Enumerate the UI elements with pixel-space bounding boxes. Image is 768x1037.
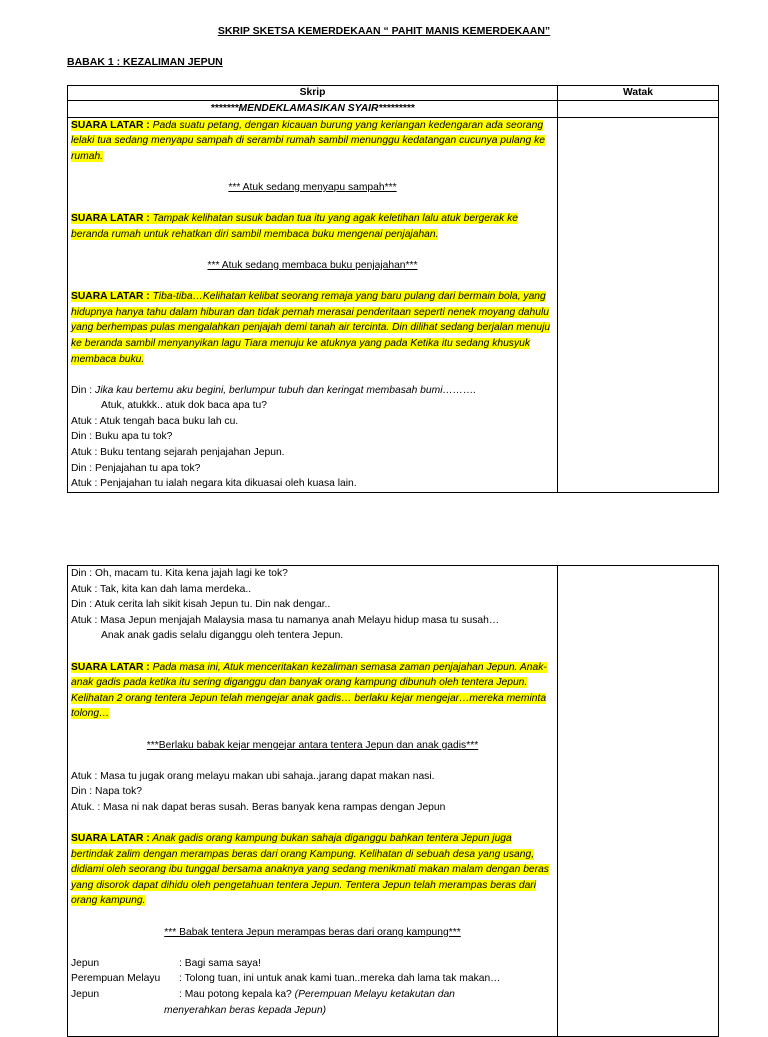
table-header-row bbox=[68, 86, 719, 101]
dialog-line: Jepun : Bagi sama saya! bbox=[71, 957, 261, 969]
dialog-line: Anak anak gadis selalu diganggu oleh tentera Jepun. bbox=[101, 630, 344, 642]
script-cell bbox=[68, 117, 558, 492]
dialog-line: menyerahkan beras kepada Jepun) bbox=[164, 1004, 326, 1016]
watak-cell-empty bbox=[558, 101, 719, 118]
script-row bbox=[68, 117, 719, 492]
stage-direction: *** Atuk sedang membaca buku penjajahan*** bbox=[207, 259, 418, 271]
syair-cell: *******MENDEKLAMASIKAN SYAIR********* bbox=[68, 101, 558, 118]
dialog-line: Atuk. : Masa ni nak dapat beras susah. Beras banyak kena rampas dengan Jepun bbox=[71, 801, 446, 813]
dialog-line: Atuk : Atuk tengah baca buku lah cu. bbox=[71, 415, 239, 427]
babak-heading: BABAK 1 : KEZALIMAN JEPUN bbox=[67, 56, 223, 68]
dialog-line: Din : Buku apa tu tok? bbox=[71, 431, 173, 443]
dialog-line: Atuk, atukkk.. atuk dok baca apa tu? bbox=[101, 400, 267, 412]
syair-row bbox=[68, 101, 719, 118]
dialog-line: Atuk : Tak, kita kan dah lama merdeka.. bbox=[71, 583, 252, 595]
narration-text: Tiba-tiba…Kelihatan kelibat seorang remaja yang baru pulang dari bermain bola, yang hidupnya hanya tahu dalam hiburan dan tidak pernah merasai penderitaan seperti nenek moyang dahulu yang berhempas pulas mengalahkan penjajah demi tanah air tercinta. Din dilihat sedang berjalan menuju ke beranda sambil menyanyikan lagu Tiara menuju ke atuknya yang pada Ketika itu sedang khusyuk membaca buku. bbox=[71, 291, 551, 365]
narration-text: Pada masa ini, Atuk menceritakan kezaliman semasa zaman penjajahan Jepun. Anak-anak gadis pada ketika itu sering diganggu dan banyak orang kampung dibunuh oleh tentera Jepun. Kelihatan 2 orang tentera Jepun telah mengejar anak gadis… berlaku kejar mengejar…mereka meminta tolong… bbox=[71, 661, 547, 720]
script-table-2 bbox=[67, 565, 719, 1037]
dialog-line: Atuk : Penjajahan tu ialah negara kita dikuasai oleh kuasa lain. bbox=[71, 478, 357, 490]
narration-paragraph bbox=[71, 118, 554, 165]
narrator-label: SUARA LATAR : bbox=[71, 119, 150, 131]
narrator-label: SUARA LATAR : bbox=[71, 661, 150, 673]
dialog-line: Atuk : Buku tentang sejarah penjajahan Jepun. bbox=[71, 447, 285, 459]
script-row bbox=[68, 566, 719, 1037]
header-skrip: Skrip bbox=[68, 86, 558, 101]
dialog-line: Din : Oh, macam tu. Kita kena jajah lagi ke tok? bbox=[71, 568, 288, 579]
script-table-1 bbox=[67, 85, 719, 493]
script-cell bbox=[68, 566, 558, 1037]
narration-text: Pada suatu petang, dengan kicauan burung yang keriangan kedengaran ada seorang lelaki tua sedang menyapu sampah di serambi rumah sambil menunggu kedatangan cucunya pulang ke rumah. bbox=[71, 119, 545, 162]
stage-direction: ***Berlaku babak kejar mengejar antara tentera Jepun dan anak gadis*** bbox=[146, 739, 479, 751]
dialog-line: Din : Napa tok? bbox=[71, 786, 142, 798]
narrator-label: SUARA LATAR : bbox=[71, 833, 150, 845]
stage-direction: *** Atuk sedang menyapu sampah*** bbox=[228, 181, 397, 193]
dialog-line: Atuk : Masa Jepun menjajah Malaysia masa tu namanya anah Melayu hidup masa tu susah… bbox=[71, 614, 500, 626]
dialog-line: Din : Atuk cerita lah sikit kisah Jepun tu. Din nak dengar.. bbox=[71, 599, 331, 611]
narration-paragraph bbox=[71, 831, 554, 909]
dialog-line: Perempuan Melayu : Tolong tuan, ini untuk anak kami tuan..mereka dah lama tak makan… bbox=[71, 973, 501, 985]
script-title: SKRIP SKETSA KEMERDEKAAN “ PAHIT MANIS KEMERDEKAAN” bbox=[217, 25, 551, 37]
narration-paragraph bbox=[71, 211, 554, 242]
dialog-line: Jepun : Mau potong kepala ka? (Perempuan Melayu ketakutan dan bbox=[71, 989, 455, 1001]
narrator-label: SUARA LATAR : bbox=[71, 291, 150, 303]
narration-paragraph bbox=[71, 660, 554, 722]
narration-paragraph bbox=[71, 289, 554, 367]
watak-cell-empty bbox=[558, 566, 719, 1037]
dialog-line: Din : Penjajahan tu apa tok? bbox=[71, 462, 201, 474]
watak-cell-empty bbox=[558, 117, 719, 492]
narration-text: Tampak kelihatan susuk badan tua itu yang agak keletihan lalu atuk bergerak ke beranda rumah untuk rehatkan diri sambil membaca buku mengenai penjajahan. bbox=[71, 213, 519, 240]
dialog-line: Din : Jika kau bertemu aku begini, berlumpur tubuh dan keringat membasah bumi………. bbox=[71, 384, 477, 396]
narration-text: Anak gadis orang kampung bukan sahaja diganggu bahkan tentera Jepun juga bertindak zalim dengan merampas beras dari orang Kampung. Kelihatan di sebuah desa yang usang, didiami oleh seorang ibu tunggal bersama anaknya yang sedang menikmati makan malam dengan beras yang disorok dapat dihidu oleh pengetahuan tentera Jepun. Tentera Jepun telah merampas beras dari orang kampung. bbox=[71, 833, 549, 907]
dialog-line: Atuk : Masa tu jugak orang melayu makan ubi sahaja..jarang dapat makan nasi. bbox=[71, 770, 435, 782]
stage-direction: *** Babak tentera Jepun merampas beras dari orang kampung*** bbox=[164, 926, 461, 938]
header-watak: Watak bbox=[558, 86, 719, 101]
narrator-label: SUARA LATAR : bbox=[71, 213, 150, 225]
